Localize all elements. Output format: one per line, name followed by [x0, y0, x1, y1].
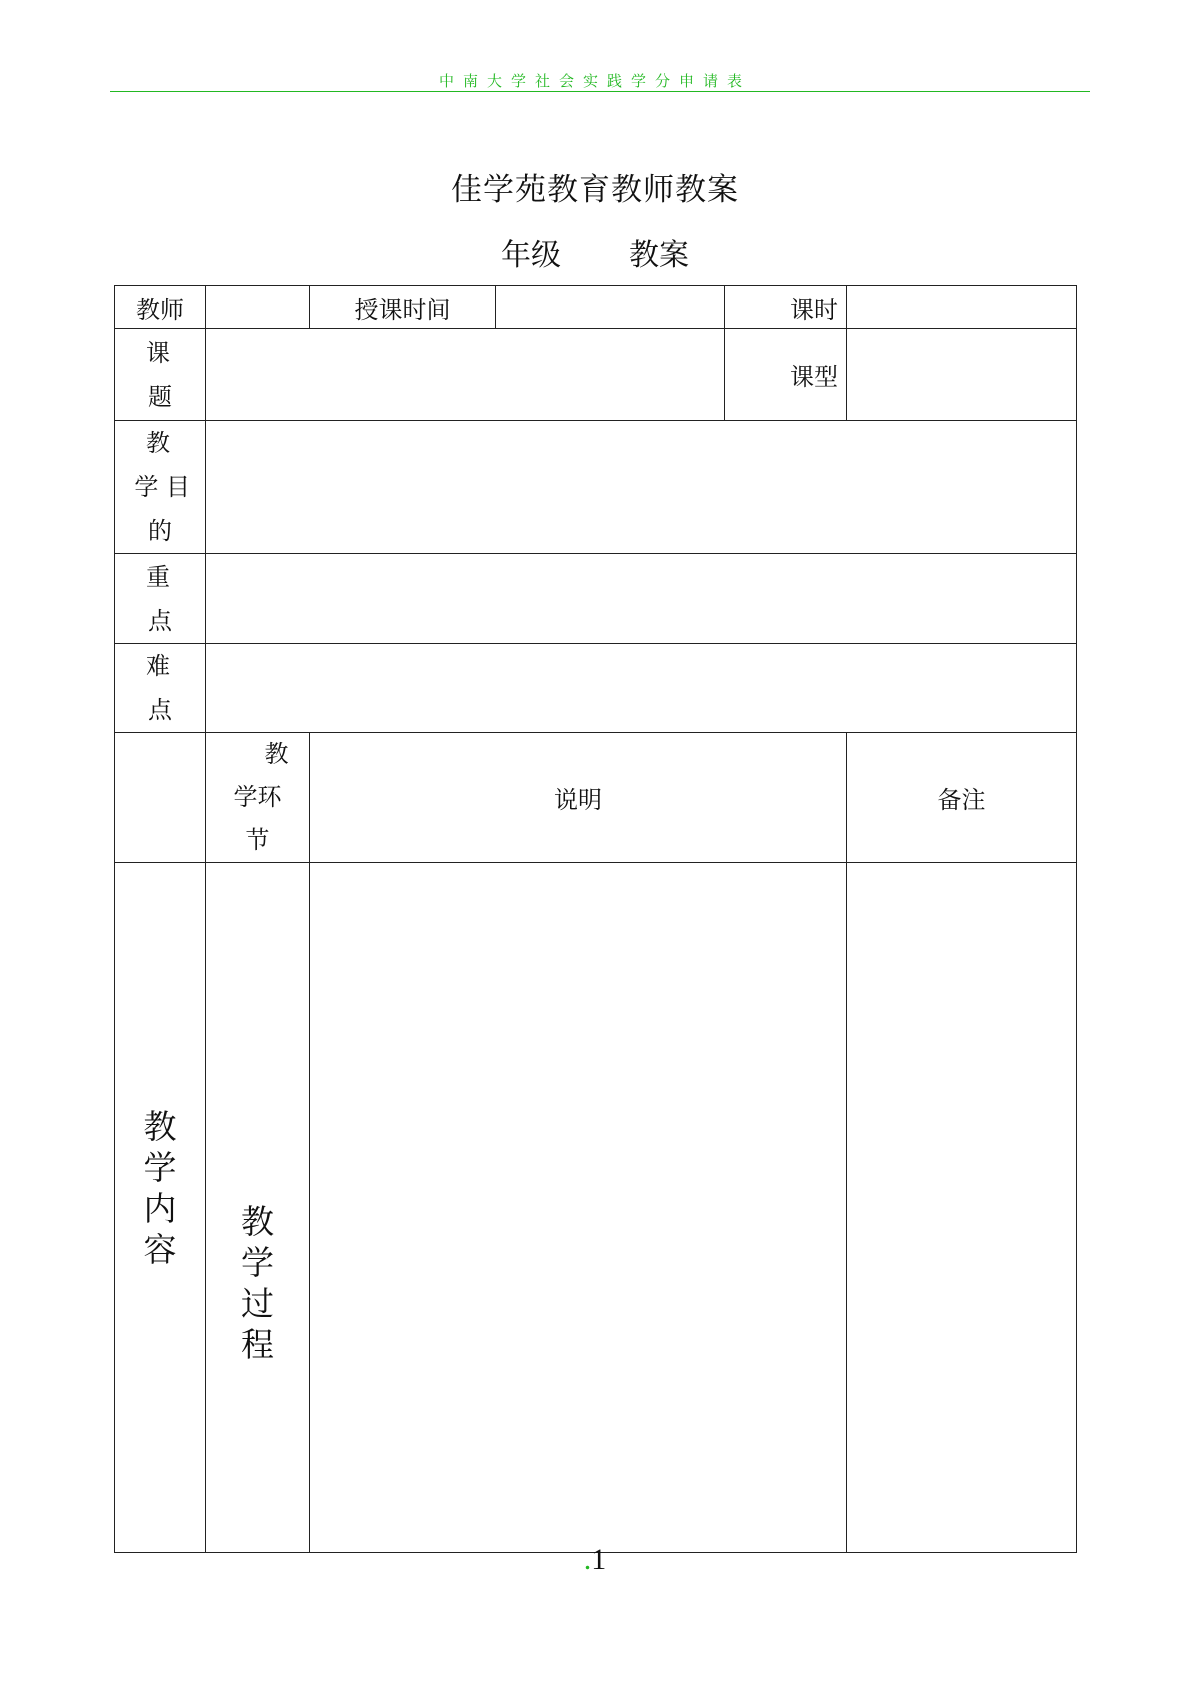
period-field[interactable]: [847, 286, 1077, 329]
description-header: 说明: [310, 733, 847, 863]
remarks-header: 备注: [847, 733, 1077, 863]
difficulty-label-line2: 点: [148, 696, 172, 724]
difficulty-label-line1: 难: [146, 652, 190, 680]
stage-header-line2: 学环节: [233, 783, 282, 854]
objective-label-line3: 的: [148, 517, 172, 545]
lesson-plan-table: [114, 285, 1077, 1553]
lesson-type-field[interactable]: [847, 329, 1077, 421]
running-header: 中南大学社会实践学分申请表: [438, 72, 751, 90]
stage-header-line1: 教: [264, 740, 289, 768]
header-divider: [110, 91, 1090, 92]
topic-field[interactable]: [206, 329, 725, 421]
period-label: 课时: [725, 286, 847, 329]
remarks-field[interactable]: [847, 863, 1077, 1553]
topic-label: [115, 329, 206, 421]
document-title: 佳学苑教育教师教案: [451, 172, 739, 208]
difficulty-label: [115, 644, 206, 733]
teacher-field[interactable]: [206, 286, 310, 329]
objective-label-line1: 教: [146, 429, 190, 457]
class-time-label: 授课时间: [310, 286, 496, 329]
blank-header-cell: [115, 733, 206, 863]
stage-header: [206, 733, 310, 863]
objective-field[interactable]: [206, 421, 1077, 554]
difficulty-field[interactable]: [206, 644, 1077, 733]
key-point-field[interactable]: [206, 554, 1077, 644]
content-label-cell: [115, 863, 206, 1553]
subtitle-lesson-plan: 教案: [629, 238, 689, 273]
document-subtitle: [0, 230, 1190, 274]
lesson-type-label: 课型: [725, 329, 847, 421]
process-label: 教学过程: [241, 1201, 274, 1364]
objective-label-line2: 学 目: [134, 473, 190, 501]
process-label-cell: [206, 863, 310, 1553]
description-field[interactable]: [310, 863, 847, 1553]
objective-label: [115, 421, 206, 554]
key-point-label-line2: 点: [148, 606, 172, 635]
page-number: [0, 1543, 1190, 1577]
content-label: 教学内容: [143, 1106, 177, 1269]
page-number-dot: .: [583, 1543, 592, 1576]
class-time-field[interactable]: [496, 286, 725, 329]
teacher-label: 教师: [115, 286, 206, 329]
key-point-label-line1: 重: [146, 562, 190, 591]
page-number-value: 1: [591, 1543, 607, 1576]
subtitle-grade: 年级: [501, 238, 561, 273]
topic-label-line1: 课: [146, 338, 190, 367]
key-point-label: [115, 554, 206, 644]
topic-label-line2: 题: [148, 382, 172, 411]
